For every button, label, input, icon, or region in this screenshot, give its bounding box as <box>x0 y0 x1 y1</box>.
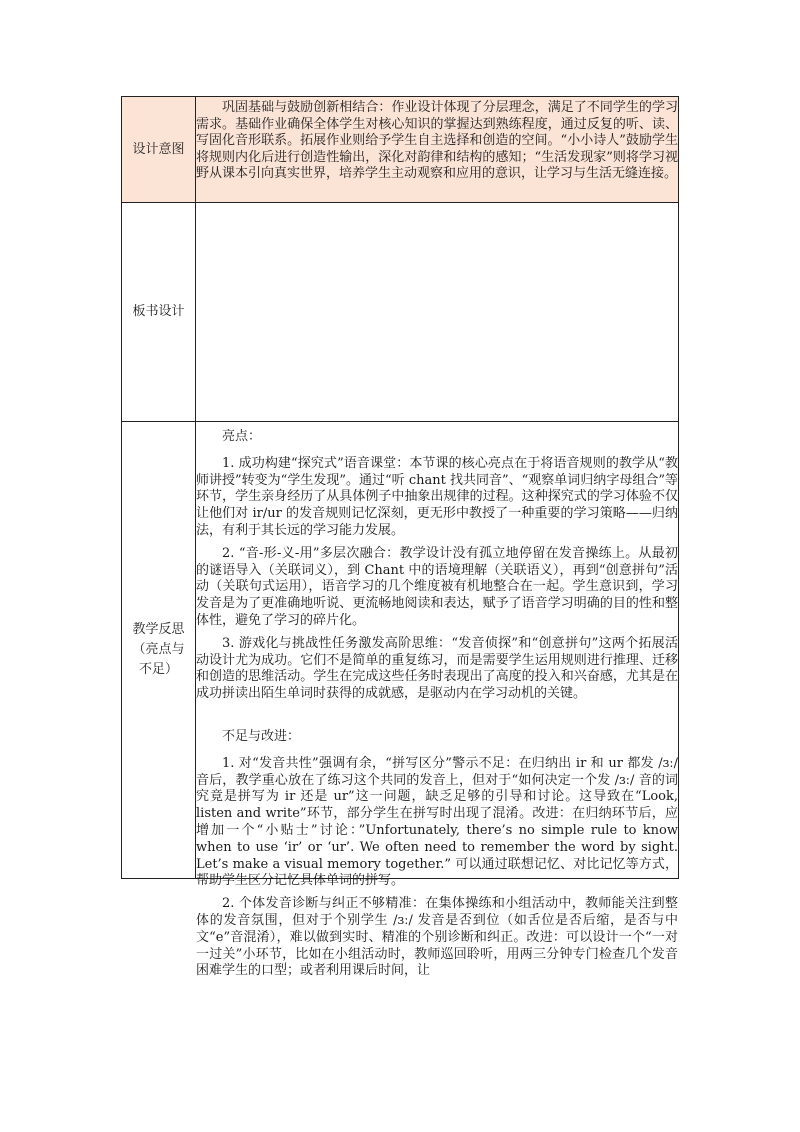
design-intent-label: 设计意图 <box>122 97 196 203</box>
highlight-paragraph-1: 1. 成功构建“探究式”语音课堂：本节课的核心亮点在于将语音规则的教学从“教师讲授”转变为“学生发现”。通过“听 chant 找共同音”、“观察单词归纳字母组合”等环节，学生亲身经历了从具体例子中抽象出规律的过程。这种探究式的学习体验不仅让他们对 ir/ur 的发音规则记忆深刻，更无形中教授了一种重要的学习策略——归纳法，有利于其长远的学习能力发展。 <box>196 455 678 538</box>
board-design-cell <box>196 203 679 422</box>
reflection-label-line-2: （亮点与 <box>132 642 185 657</box>
reflection-label-line-3: 不足） <box>138 662 178 677</box>
highlight-paragraph-3: 3. 游戏化与挑战性任务激发高阶思维：“发音侦探”和“创意拼句”这两个拓展活动设计尤为成功。它们不是简单的重复练习，而是需要学生运用规则进行推理、迁移和创造的思维活动。学生在完成这些任务时表现出了高度的投入和兴奋感，尤其是在成功拼读出陌生单词时获得的成就感，是驱动内在学习动机的关键。 <box>196 635 678 702</box>
board-design-label: 板书设计 <box>122 203 196 422</box>
lesson-plan-table <box>121 96 679 979</box>
design-intent-text: 巩固基础与鼓励创新相结合：作业设计体现了分层理念，满足了不同学生的学习需求。基础作业确保全体学生对核心知识的掌握达到熟练程度，通过反复的听、读、写固化音形联系。拓展作业则给予学生自主选择和创造的空间。“小小诗人”鼓励学生将规则内化后进行创造性输出，深化对韵律和结构的感知；“生活发现家”则将学习视野从课本引向真实世界，培养学生主动观察和应用的意识，让学习与生活无缝连接。 <box>196 100 678 181</box>
shortcoming-paragraph-2: 2. 个体发音诊断与纠正不够精准：在集体操练和小组活动中，教师能关注到整体的发音氛围，但对于个别学生 /ɜː/ 发音是否到位（如舌位是否后缩，是否与中文“e”音混淆），难以做到实时、精准的个别诊断和纠正。改进：可以设计一个“一对一过关”小环节，比如在小组活动时，教师巡回聆听，用两三分钟专门检查几个发音困难学生的口型；或者利用课后时间，让 <box>196 896 678 979</box>
shortcoming-paragraph-1: 1. 对“发音共性”强调有余，“拼写区分”警示不足：在归纳出 ir 和 ur 都发 /ɜː/ 音后，教学重心放在了练习这个共同的发音上，但对于“如何决定一个发 /ɜː/ 音的词究竟是拼写为 ir 还是 ur”这一问题，缺乏足够的引导和讨论。这导致在“Look, listen and write”环节，部分学生在拼写时出现了混淆。改进：在归纳环节后，应增加一个“小贴士”讨论：”Unfortunately, there’s no simple rule to know when to use ‘ir’ or ‘ur’. We often need to remember the word by sight. Let’s make a visual memory together.” 可以通过联想记忆、对比记忆等方式，帮助学生区分记忆具体单词的拼写。 <box>196 755 678 889</box>
board-design-row <box>122 203 679 422</box>
reflection-label-line-1: 教学反思 <box>132 622 185 637</box>
design-intent-row <box>122 97 679 203</box>
design-intent-cell <box>196 97 679 203</box>
shortcomings-title: 不足与改进： <box>222 728 301 744</box>
highlight-paragraph-2: 2. “音-形-义-用”多层次融合：教学设计没有孤立地停留在发音操练上。从最初的谜语导入（关联词义），到 Chant 中的语境理解（关联语义），再到“创意拼句”活动（关联句式运用），语音学习的几个维度被有机地整合在一起。学生意识到，学习发音是为了更准确地听说、更流畅地阅读和表达，赋予了语音学习明确的目的性和整体性，避免了学习的碎片化。 <box>196 545 678 628</box>
reflection-row <box>122 422 679 879</box>
reflection-cell <box>196 422 679 979</box>
reflection-label <box>122 422 196 879</box>
reflection-content <box>196 422 678 979</box>
highlights-title: 亮点： <box>222 429 262 444</box>
